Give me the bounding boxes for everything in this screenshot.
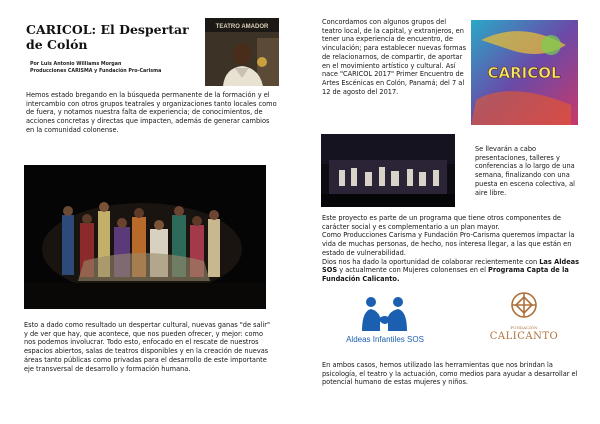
collab-pre: Dios nos ha dado la oportunidad de colaborar recientemente con: [322, 257, 540, 266]
theatre-stage-photo: [24, 165, 266, 309]
author-headshot-photo: [205, 18, 279, 86]
calicanto-small-text: FUNDACIÓN: [510, 325, 538, 330]
right-page: [300, 0, 600, 424]
collab-text: [322, 258, 584, 284]
carisma-text: Como Producciones Carisma y Fundación Pro-Carisma queremos impactar la vida de muchas personas, de hecho, nos interesa llegar, a las que están en estado de vulnerabilidad.: [322, 231, 575, 257]
byline-author: Por Luis Antonio Williams Morgan: [30, 62, 122, 67]
aldeas-sos-logo: [340, 293, 430, 351]
caricol-poster: [471, 20, 578, 125]
born-text: Así nace "CARICOL 2017" Primer Encuentro de Artes Escénicas en Colón, Panamá; del 7 al 12 de agosto del 2017.: [322, 61, 465, 96]
headshot-sign-text: TEATRO AMADOR: [215, 24, 269, 30]
calicanto-big-text: CALICANTO: [489, 331, 559, 342]
program-text: Este proyecto es parte de un programa que tiene otros componentes de carácter social y es complementario a un plan mayor.: [322, 214, 561, 231]
calicanto-logo: [488, 289, 560, 351]
program-paragraph: [322, 214, 584, 284]
collab-aldeas-sos: Las Aldeas SOS: [322, 257, 580, 275]
title-line-2: de Colón: [26, 37, 88, 52]
byline: [30, 62, 161, 75]
performance-photo: [321, 134, 455, 207]
workshops-paragraph: Se llevarán a cabo presentaciones, talleres y conferencias a lo largo de una semana, finalizando con una puesta en escena colectiva, al aire libre.: [475, 145, 575, 197]
sos-logo-text: Aldeas Infantiles SOS: [346, 335, 424, 344]
poster-word: CARICOL: [487, 64, 561, 82]
title-line-1: CARICOL: El Despertar: [26, 22, 189, 37]
article-title: [26, 22, 201, 52]
concord-paragraph: [322, 18, 468, 96]
closing-paragraph: En ambos casos, hemos utilizado las herramientas que nos brindan la psicología, el teatro y la actuación, como medios para ayudar a desarrollar el potencial humano de estas mujeres y niños.: [322, 361, 578, 387]
collab-mid: y actualmente con Mujeres colonenses en el: [337, 266, 489, 275]
concord-text: Concordamos con algunos grupos del teatro local, de la capital, y extranjeros, en tener una experiencia de encuentro, de vinculación; para establecer nuevas formas de relacionarnos, de compartir, de aportar en el movimiento artístico y cultural.: [322, 18, 467, 70]
byline-org: Producciones CARISMA y Fundación Pro-Carisma: [30, 68, 162, 74]
intro-paragraph: Hemos estado bregando en la búsqueda permanente de la formación y el intercambio con otros grupos teatrales y organizaciones tanto locales como de fuera, y notamos nuestra falta de experiencia; de conocimientos, de acciones concretas y directas que impacten, además de generar cambios en la comunidad colonense.: [26, 91, 277, 134]
collab-calicanto: Programa Capta de la Fundación Calicanto.: [322, 266, 569, 283]
result-paragraph: Esto a dado como resultado un despertar cultural, nuevas ganas "de salir" y de ver que hay, que acontece, que nos pueden ofrecer, y mejor: como nos podemos involucrar. Todo esto, enfocado en el rescate de nuestros espacios abiertos, salas de teatros disponibles y en la creación de nuevas áreas tanto públicas como privadas para el desarrollo de este importante eje transversal de desarrollo y formación humana.: [24, 321, 271, 373]
